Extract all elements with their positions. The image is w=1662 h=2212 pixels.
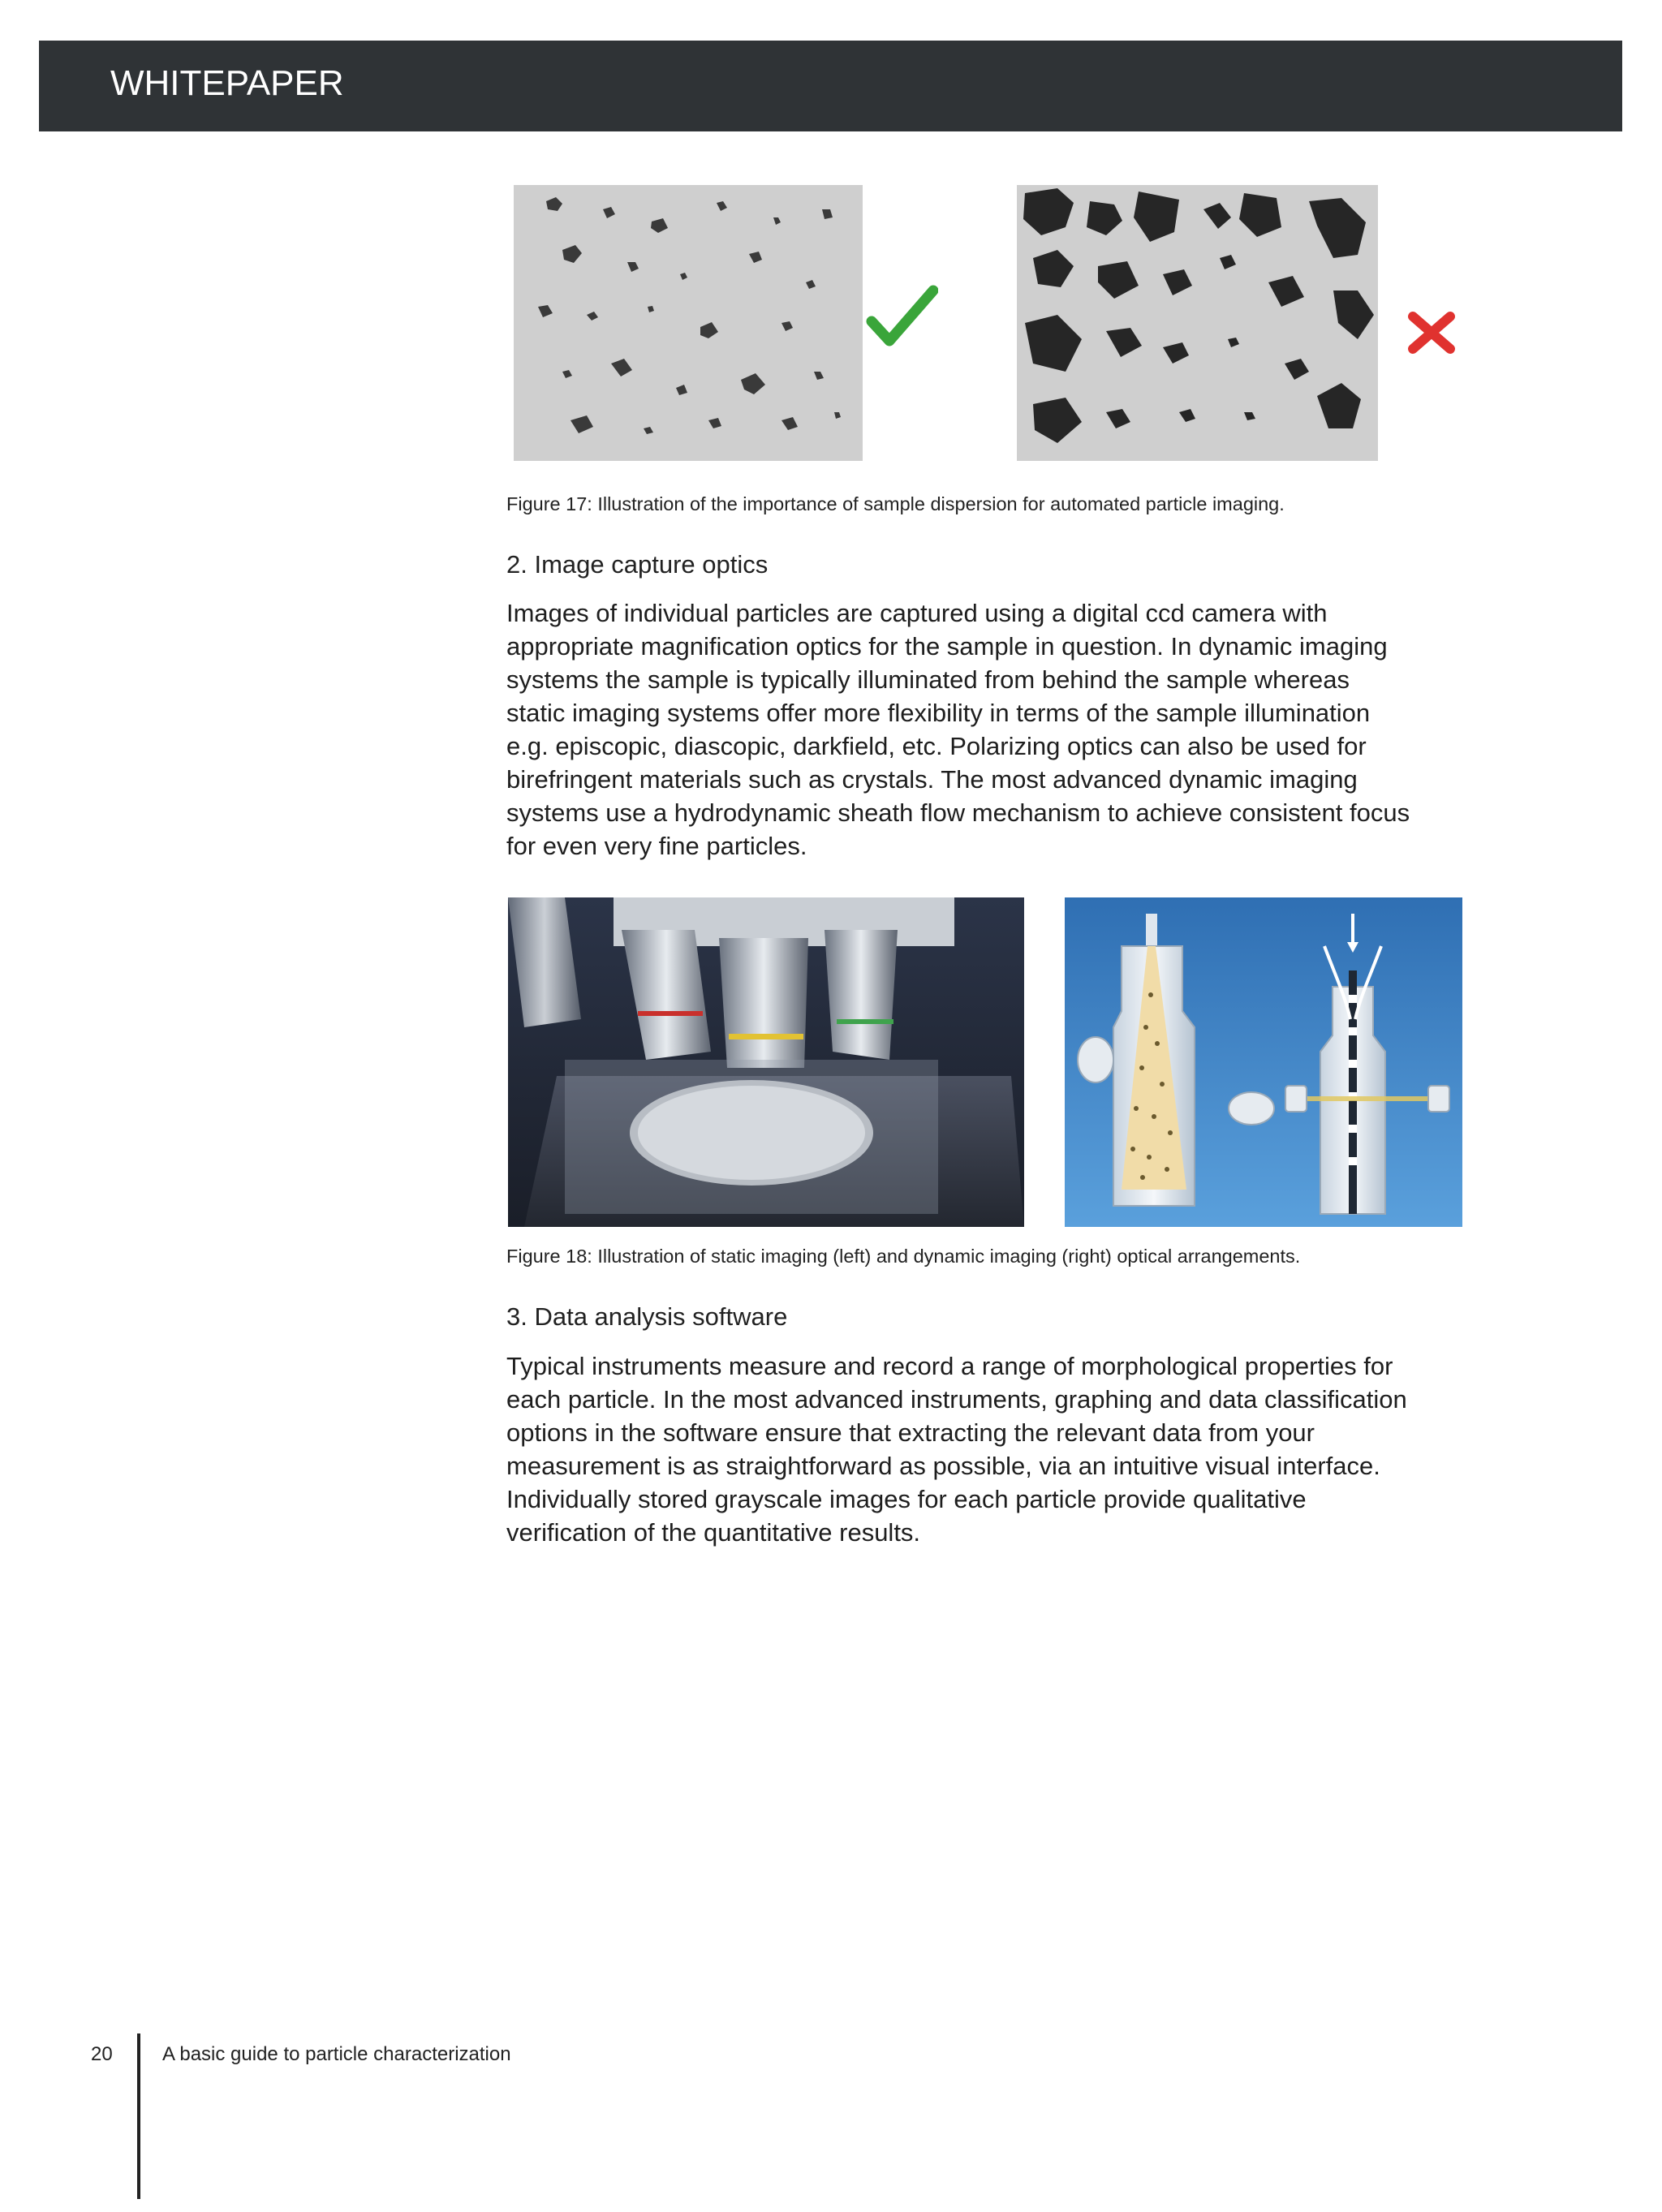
paragraph-line: measurement is as straightforward as possible, via an intuitive visual interface. xyxy=(506,1452,1380,1480)
paragraph-line: birefringent materials such as crystals. The most advanced dynamic imaging xyxy=(506,765,1358,794)
section2-heading: 2. Image capture optics xyxy=(506,550,769,579)
paragraph-line: Individually stored grayscale images for each particle provide qualitative xyxy=(506,1485,1307,1513)
section3-paragraph xyxy=(506,1349,1464,1549)
paragraph-line: static imaging systems offer more flexibility in terms of the sample illumination xyxy=(506,699,1371,727)
footer-divider xyxy=(137,2033,140,2199)
paragraph-line: systems use a hydrodynamic sheath flow mechanism to achieve consistent focus xyxy=(506,798,1410,827)
figure18-caption: Figure 18: Illustration of static imaging (left) and dynamic imaging (right) optical arrangements. xyxy=(506,1246,1301,1267)
figure18-static-imaging-photo xyxy=(508,897,1024,1227)
figure17-agglomerated-image xyxy=(1017,185,1378,461)
paragraph-line: Images of individual particles are captured using a digital ccd camera with xyxy=(506,599,1328,627)
paragraph-line: Typical instruments measure and record a range of morphological properties for xyxy=(506,1352,1393,1380)
paragraph-line: options in the software ensure that extracting the relevant data from your xyxy=(506,1418,1315,1447)
header-band xyxy=(39,41,1622,131)
paragraph-line: verification of the quantitative results. xyxy=(506,1518,921,1547)
paragraph-line: each particle. In the most advanced instruments, graphing and data classification xyxy=(506,1385,1407,1414)
section3-heading: 3. Data analysis software xyxy=(506,1302,788,1331)
paragraph-line: systems the sample is typically illuminated from behind the sample whereas xyxy=(506,665,1350,694)
check-icon xyxy=(865,284,938,349)
cross-icon xyxy=(1405,308,1458,357)
footer-title: A basic guide to particle characterization xyxy=(162,2043,511,2065)
header-title: WHITEPAPER xyxy=(110,63,344,103)
page-number: 20 xyxy=(91,2043,113,2065)
paragraph-line: for even very fine particles. xyxy=(506,832,807,860)
section2-paragraph xyxy=(506,596,1464,863)
figure17-dispersed-image xyxy=(514,185,863,461)
figure18-dynamic-imaging-diagram xyxy=(1065,897,1462,1227)
paragraph-line: appropriate magnification optics for the sample in question. In dynamic imaging xyxy=(506,632,1388,661)
figure17-caption: Figure 17: Illustration of the importance of sample dispersion for automated particle imaging. xyxy=(506,493,1285,514)
paragraph-line: e.g. episcopic, diascopic, darkfield, etc. Polarizing optics can also be used for xyxy=(506,732,1367,760)
